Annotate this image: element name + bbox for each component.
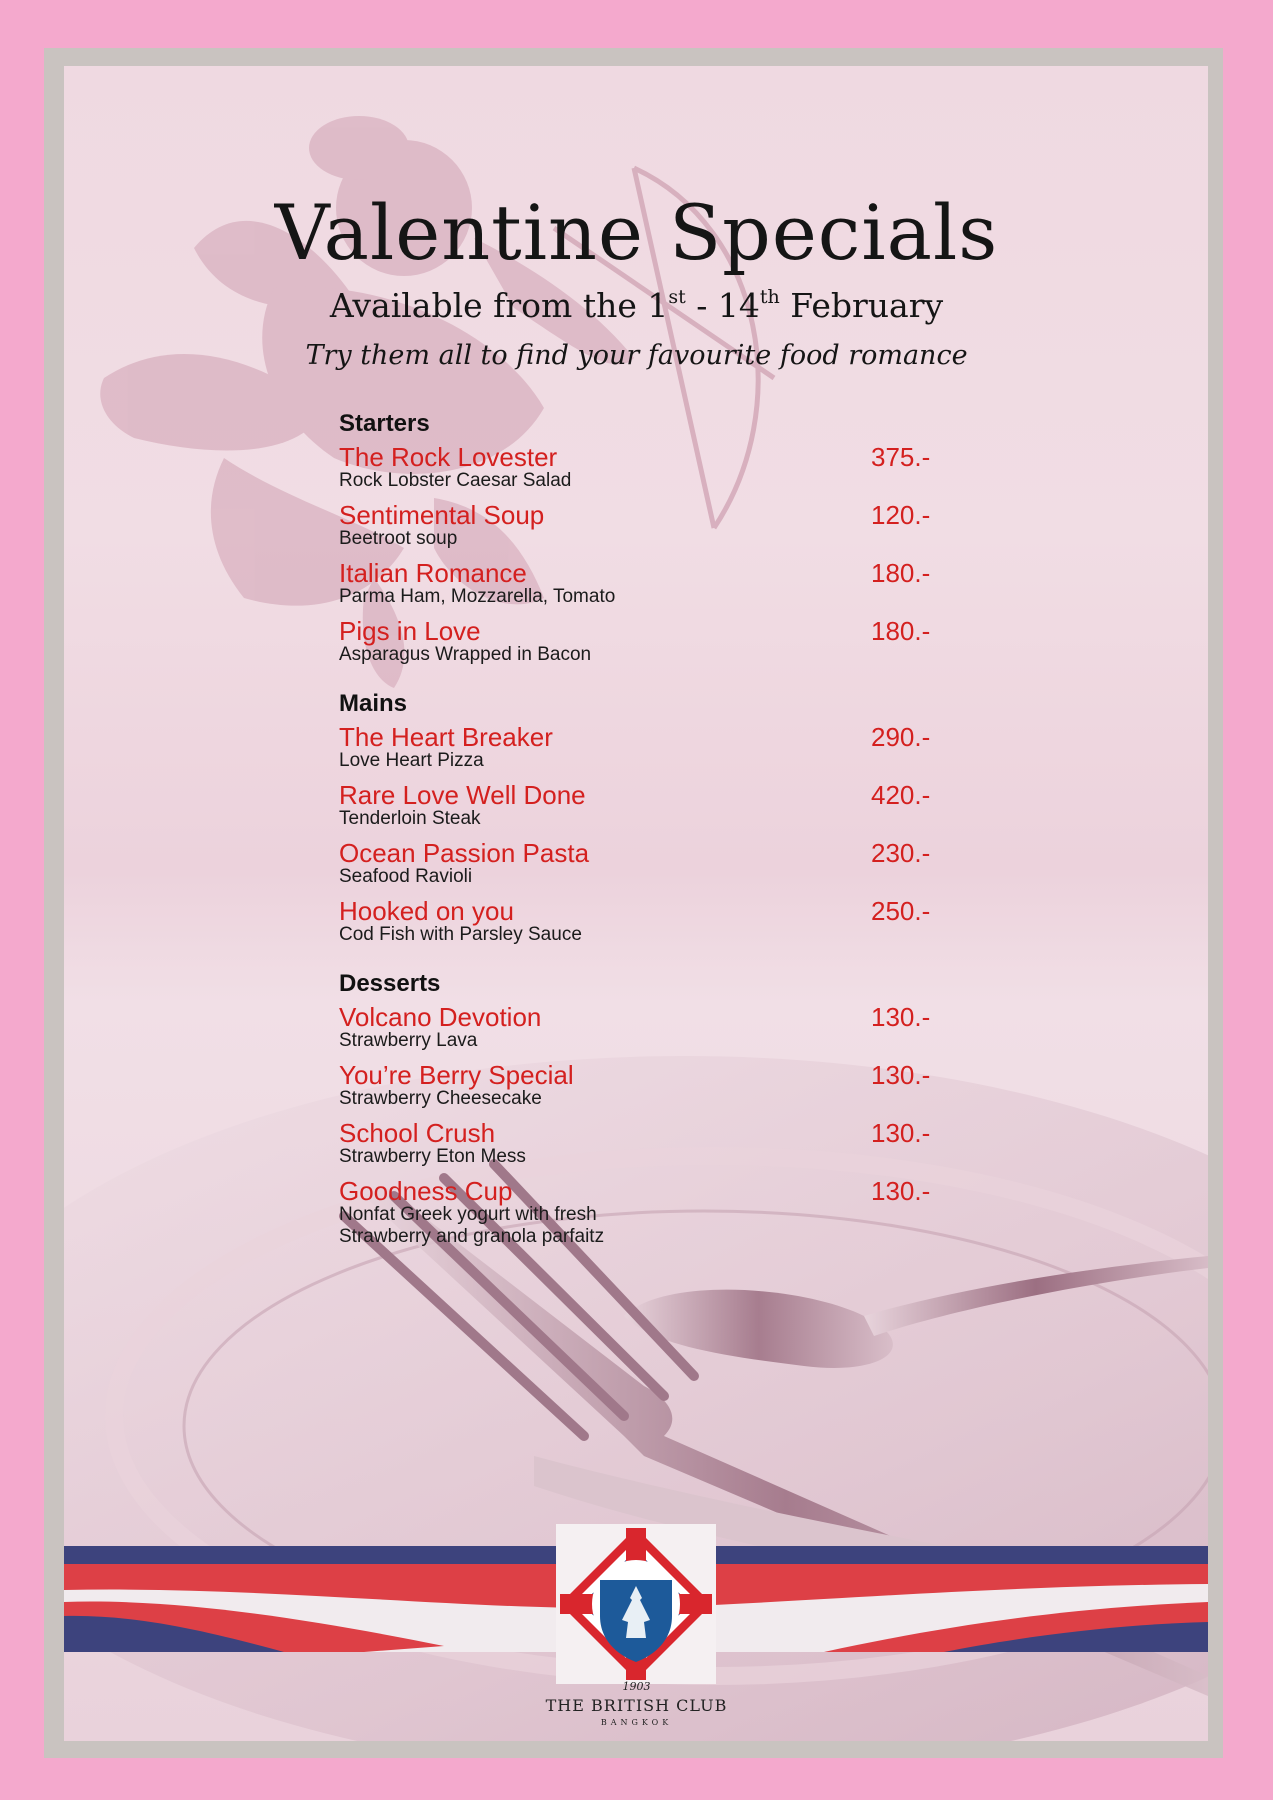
item-price: 290.- — [871, 722, 931, 752]
item-price: 180.- — [871, 558, 931, 588]
item-desc: Tenderloin Steak — [339, 808, 481, 829]
founding-year: 1903 — [622, 1680, 651, 1693]
item-desc: Seafood Ravioli — [339, 866, 473, 887]
menu-item — [339, 1178, 939, 1248]
british-club-crest-logo — [556, 1524, 716, 1684]
item-desc: Beetroot soup — [339, 528, 458, 549]
item-price: 130.- — [871, 1118, 931, 1148]
menu-list — [339, 410, 939, 1272]
menu-item — [339, 898, 939, 946]
item-name: The Heart Breaker — [339, 722, 553, 752]
item-price: 130.- — [871, 1002, 931, 1032]
item-desc-line2: Strawberry and granola parfaitz — [339, 1226, 605, 1247]
tagline: Try them all to find your favourite food romance — [305, 340, 968, 371]
item-price: 130.- — [871, 1060, 931, 1090]
item-desc: Parma Ham, Mozzarella, Tomato — [339, 586, 616, 607]
item-name: Sentimental Soup — [339, 500, 545, 530]
menu-item — [339, 782, 939, 830]
menu-item — [339, 502, 939, 550]
item-desc: Strawberry Cheesecake — [339, 1088, 542, 1109]
item-price: 230.- — [871, 838, 931, 868]
section-title: Mains — [339, 690, 408, 717]
menu-item — [339, 724, 939, 772]
item-price: 130.- — [871, 1176, 931, 1206]
item-desc: Strawberry Lava — [339, 1030, 478, 1051]
item-name: Volcano Devotion — [339, 1002, 542, 1032]
item-name: Rare Love Well Done — [339, 780, 586, 810]
section-title: Desserts — [339, 970, 441, 997]
menu-item — [339, 444, 939, 492]
item-price: 420.- — [871, 780, 931, 810]
availability-subtitle: Available from the 1st - 14th February — [329, 286, 944, 325]
item-desc: Love Heart Pizza — [339, 750, 484, 771]
club-city: BANGKOK — [600, 1718, 673, 1727]
item-price: 250.- — [871, 896, 931, 926]
item-name: School Crush — [339, 1118, 496, 1148]
item-name: Italian Romance — [339, 558, 527, 588]
item-name: Hooked on you — [339, 896, 514, 926]
item-price: 375.- — [871, 442, 931, 472]
item-name: The Rock Lovester — [339, 442, 558, 472]
section-mains — [339, 690, 939, 946]
menu-item — [339, 840, 939, 888]
item-name: You’re Berry Special — [339, 1060, 574, 1090]
menu-item — [339, 1004, 939, 1052]
menu-item — [339, 560, 939, 608]
item-name: Ocean Passion Pasta — [339, 838, 590, 868]
club-name: THE BRITISH CLUB — [545, 1696, 728, 1715]
section-title: Starters — [339, 410, 430, 437]
item-desc: Rock Lobster Caesar Salad — [339, 470, 572, 491]
page-title: Valentine Specials — [274, 188, 999, 277]
menu-item — [339, 1062, 939, 1110]
section-desserts — [339, 970, 939, 1248]
item-desc: Strawberry Eton Mess — [339, 1146, 526, 1167]
item-desc: Asparagus Wrapped in Bacon — [339, 644, 592, 665]
section-starters — [339, 410, 939, 666]
menu-item — [339, 618, 939, 666]
item-price: 120.- — [871, 500, 931, 530]
menu-item — [339, 1120, 939, 1168]
item-desc: Nonfat Greek yogurt with fresh — [339, 1204, 597, 1225]
item-name: Pigs in Love — [339, 616, 481, 646]
item-desc: Cod Fish with Parsley Sauce — [339, 924, 582, 945]
item-name: Goodness Cup — [339, 1176, 513, 1206]
item-price: 180.- — [871, 616, 931, 646]
